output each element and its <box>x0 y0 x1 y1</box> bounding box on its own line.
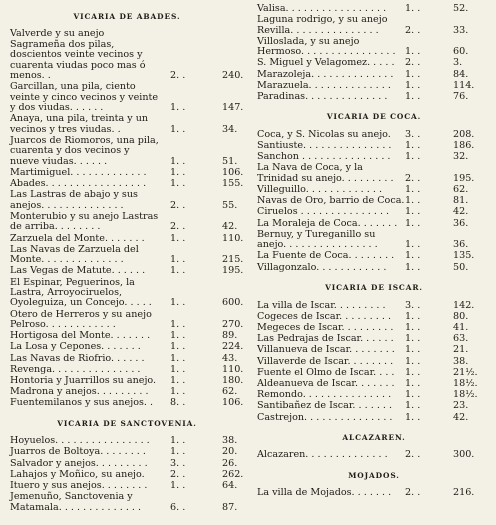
parish-entry <box>257 413 491 423</box>
vecinos-count: 106. <box>222 397 244 409</box>
pila-count: 1. . <box>170 435 186 447</box>
parish-name: Hontoria y Juarrillos su anejo. <box>10 374 157 386</box>
parish-name: Monterubio y su anejo Lastras de arriba. . . . . . . . <box>10 210 159 233</box>
parish-entry <box>10 310 244 331</box>
vecinos-count: 147. <box>222 102 244 114</box>
parish-entry <box>10 436 244 446</box>
pila-count: 1. . <box>405 3 421 14</box>
pila-count: 1. . <box>170 232 186 244</box>
parish-name: Las Navas de Zarzuela del Monte. . . . . . . . . . . . . . <box>10 243 139 266</box>
vecinos-count: 240. <box>222 70 244 82</box>
parish-name: Fuente el Olmo de Iscar. . . . <box>257 366 395 378</box>
parish-name: Juarcos de Riomoros, una pila, cuarenta y dos vecinos y nueve viudas. . . . . . <box>10 134 159 167</box>
parish-name: Coca, y S. Nicolas su anejo. <box>257 128 391 140</box>
pila-count: 1. . <box>170 318 186 330</box>
parish-name: Otero de Herreros y su anejo Pelroso. . . . . . . . . . . . <box>10 308 152 330</box>
vecinos-count: 50. <box>453 261 469 273</box>
parish-name: Navas de Oro, barrio de Coca. <box>257 195 405 207</box>
vecinos-count: 42. <box>453 206 469 218</box>
parish-entry <box>10 354 244 364</box>
parish-name: Juarros de Boltoya. . . . . . . . <box>10 446 146 458</box>
vecinos-count: 21½. <box>453 366 478 378</box>
parish-name: Las Navas de Riofrio. . . . . . <box>10 352 145 364</box>
parish-name: Garcillan, una pila, ciento veinte y cinco vecinos y veinte y dos viudas. . . . . . <box>10 81 159 114</box>
vecinos-count: 89. <box>222 330 238 342</box>
parish-entry <box>257 390 491 400</box>
parish-name: Paradinas. . . . . . . . . . . . . . <box>257 91 388 103</box>
parish-name: Cogeces de Iscar. . . . . . . . . <box>257 310 392 322</box>
vecinos-count: 20. <box>222 446 238 458</box>
parish-name: Remondo. . . . . . . . . . . . . . . <box>257 389 392 401</box>
vecinos-count: 36. <box>453 217 469 229</box>
pila-count: 1. . <box>170 363 186 375</box>
vecinos-count: 38. <box>222 435 238 447</box>
section-heading: VICARIA DE ISCAR. <box>325 283 423 293</box>
parish-entry <box>10 82 244 113</box>
vecinos-count: 155. <box>222 178 244 190</box>
parish-entry <box>257 251 491 261</box>
parish-entry <box>257 368 491 378</box>
vecinos-count: 142. <box>453 299 475 311</box>
vecinos-count: 600. <box>222 297 244 309</box>
pila-count: 1. . <box>405 140 421 152</box>
parish-entry <box>10 481 244 491</box>
vecinos-count: 186. <box>453 140 475 152</box>
parish-entry <box>10 136 244 167</box>
parish-entry <box>10 365 244 375</box>
parish-entry <box>257 323 491 333</box>
parish-entry <box>257 345 491 355</box>
vecinos-count: 76. <box>453 91 469 103</box>
vecinos-count: 87. <box>222 501 238 513</box>
parish-name: Santibañez de Iscar. . . . . . . <box>257 400 393 412</box>
parish-entry <box>10 387 244 397</box>
parish-entry <box>10 331 244 341</box>
parish-entry <box>257 263 491 273</box>
pila-count: 2. . <box>170 468 186 480</box>
vecinos-count: 195. <box>453 172 475 184</box>
parish-name: La Moraleja de Coca. . . . . . . <box>257 217 398 229</box>
parish-name: La Losa y Cepones. . . . . . . <box>10 341 141 353</box>
parish-entry <box>257 4 491 14</box>
parish-entry <box>10 470 244 480</box>
parish-name: Jemenuño, Sanctovenia y Matamala. . . . . . . . . . . . . . <box>10 491 142 513</box>
parish-name: La Fuente de Coca. . . . . . . . <box>257 250 395 262</box>
pila-count: 1. . <box>405 310 421 322</box>
pila-count: 3. . <box>405 128 421 140</box>
parish-entry <box>257 219 491 229</box>
pila-count: 1. . <box>405 46 421 58</box>
parish-name: Santiuste. . . . . . . . . . . . . . . <box>257 140 392 152</box>
vecinos-count: 215. <box>222 254 244 266</box>
parish-name: Ciruelos . . . . . . . . . . . . . . . <box>257 206 390 218</box>
parish-entry <box>10 168 244 178</box>
vecinos-count: 80. <box>453 310 469 322</box>
parish-name: Villanueva de Iscar. . . . . . . . <box>257 344 395 356</box>
pila-count: 1. . <box>405 91 421 103</box>
parish-entry <box>10 179 244 189</box>
pila-count: 1. . <box>405 389 421 401</box>
vecinos-count: 63. <box>453 333 469 345</box>
parish-entry <box>257 37 491 58</box>
pila-count: 1. . <box>170 479 186 491</box>
parish-entry <box>257 357 491 367</box>
vecinos-count: 42. <box>222 221 238 233</box>
parish-name: Revenga. . . . . . . . . . . . . . . <box>10 363 141 375</box>
parish-name: Sanchon . . . . . . . . . . . . . . . <box>257 151 391 163</box>
parish-name: La Nava de Coca, y la Trinidad su anejo. . . . . . . . . <box>257 162 394 184</box>
vecinos-count: 41. <box>453 321 469 333</box>
parish-entry <box>10 234 244 244</box>
vecinos-count: 36. <box>453 239 469 251</box>
parish-entry <box>10 190 244 211</box>
vecinos-count: 18½. <box>453 389 478 401</box>
pila-count: 1. . <box>170 374 186 386</box>
pila-count: 1. . <box>170 297 186 309</box>
parish-name: Madrona y anejos. . . . . . . . . <box>10 386 149 398</box>
section-heading: MOJADOS. <box>348 470 400 480</box>
parish-name: Martimiguel. . . . . . . . . . . . . <box>10 166 147 178</box>
pila-count: 2. . <box>405 24 421 36</box>
vecinos-count: 42. <box>453 411 469 423</box>
vecinos-count: 106. <box>222 166 244 178</box>
top-spacer <box>10 0 244 2</box>
parish-entry <box>257 185 491 195</box>
parish-entry <box>10 342 244 352</box>
pila-count: 3. . <box>405 299 421 311</box>
pila-count: 1. . <box>405 239 421 251</box>
pila-count: 1. . <box>405 321 421 333</box>
parish-entry <box>10 266 244 276</box>
parish-entry <box>257 92 491 102</box>
pila-count: 1. . <box>405 184 421 196</box>
pila-count: 1. . <box>405 333 421 345</box>
pila-count: 1. . <box>405 400 421 412</box>
parish-entry <box>10 376 244 386</box>
section-heading: VICARIA DE SANCTOVENIA. <box>57 418 197 428</box>
vecinos-count: 180. <box>222 374 244 386</box>
pila-count: 2. . <box>405 172 421 184</box>
parish-entry <box>10 29 244 81</box>
vecinos-count: 26. <box>222 457 238 469</box>
parish-entry <box>257 312 491 322</box>
pila-count: 1. . <box>170 446 186 458</box>
pila-count: 1. . <box>405 79 421 91</box>
parish-entry <box>257 81 491 91</box>
pila-count: 1. . <box>405 261 421 273</box>
pila-count: 2. . <box>170 221 186 233</box>
parish-entry <box>257 130 491 140</box>
parish-name: Aldeanueva de Iscar. . . . . . . <box>257 377 395 389</box>
parish-entry <box>257 163 491 184</box>
parish-name: Castrejon. . . . . . . . . . . . . . . <box>257 411 393 423</box>
vecinos-count: 38. <box>453 355 469 367</box>
parish-name: Hoyuelos. . . . . . . . . . . . . . . . <box>10 435 150 447</box>
vecinos-count: 195. <box>222 265 244 277</box>
pila-count: 1. . <box>170 352 186 364</box>
parish-name: Laguna rodrigo, y su anejo Revilla. . . . . . . . . . . . . . . <box>257 14 388 36</box>
vecinos-count: 64. <box>222 479 238 491</box>
parish-name: Alcazaren. . . . . . . . . . . . . . <box>257 449 388 461</box>
parish-entry <box>10 245 244 266</box>
pila-count: 1. . <box>170 178 186 190</box>
vecinos-count: 110. <box>222 232 244 244</box>
vecinos-count: 216. <box>453 487 475 499</box>
pila-count: 1. . <box>170 102 186 114</box>
parish-name: Villagonzalo. . . . . . . . . . . . <box>257 261 387 273</box>
pila-count: 1. . <box>405 250 421 262</box>
parish-name: Marazuela. . . . . . . . . . . . . . <box>257 79 391 91</box>
parish-name: Megeces de Iscar. . . . . . . . . <box>257 321 394 333</box>
vecinos-count: 208. <box>453 128 475 140</box>
parish-entry <box>257 70 491 80</box>
parish-name: Valisa. . . . . . . . . . . . . . . . . <box>257 3 387 14</box>
parish-entry <box>10 459 244 469</box>
vecinos-count: 224. <box>222 341 244 353</box>
parish-entry <box>257 401 491 411</box>
parish-name: Hortigosa del Monte. . . . . . . <box>10 330 151 342</box>
left-column <box>10 0 244 525</box>
parish-name: Abades. . . . . . . . . . . . . . . . . <box>10 178 147 190</box>
vecinos-count: 135. <box>453 250 475 262</box>
pila-count: 1. . <box>405 206 421 218</box>
parish-name: Salvador y anejos. . . . . . . . . <box>10 457 148 469</box>
section-heading: ALCAZAREN. <box>342 432 406 442</box>
pila-count: 2. . <box>405 487 421 499</box>
pila-count: 2. . <box>405 57 421 69</box>
parish-entry <box>257 207 491 217</box>
parish-entry <box>10 492 244 513</box>
vecinos-count: 62. <box>222 386 238 398</box>
pila-count: 1. . <box>405 366 421 378</box>
section-heading: VICARIA DE ABADES. <box>73 12 181 21</box>
parish-name: Lahajos y Moñico, su anejo. <box>10 468 145 480</box>
vecinos-count: 51. <box>222 155 238 167</box>
parish-entry <box>257 152 491 162</box>
pila-count: 1. . <box>170 155 186 167</box>
parish-name: Villoslada, y su anejo Hermoso. . . . . . . . . . . . . . . . <box>257 35 396 58</box>
right-column <box>257 0 491 525</box>
vecinos-count: 23. <box>453 400 469 412</box>
parish-entry <box>10 212 244 233</box>
pila-count: 1. . <box>405 68 421 80</box>
vecinos-count: 3. <box>453 57 463 69</box>
pila-count: 2. . <box>405 449 421 461</box>
vecinos-count: 55. <box>222 199 238 211</box>
vecinos-count: 21. <box>453 344 469 356</box>
vecinos-count: 34. <box>222 123 238 135</box>
vecinos-count: 114. <box>453 79 475 91</box>
parish-name: El Espinar, Peguerinos, la Lastra, Arroyociruelos, Oyoleguiza, un Concejo. . . . . <box>10 276 152 309</box>
parish-entry <box>257 15 491 36</box>
pila-count: 2. . <box>170 199 186 211</box>
parish-name: Marazoleja. . . . . . . . . . . . . . <box>257 68 394 80</box>
parish-entry <box>10 114 244 135</box>
parish-entry <box>10 398 244 408</box>
parish-name: Fuentemilanos y sus anejos. . <box>10 397 154 409</box>
vecinos-count: 62. <box>453 184 469 196</box>
vecinos-count: 262. <box>222 468 244 480</box>
parish-name: La villa de Mojados. . . . . . . <box>257 487 392 499</box>
vecinos-count: 84. <box>453 68 469 80</box>
parish-name: Zarzuela del Monte. . . . . . . <box>10 232 145 244</box>
vecinos-count: 52. <box>453 3 469 14</box>
vecinos-count: 270. <box>222 318 244 330</box>
parish-name: Las Lastras de abajo y sus anejos. . . . . . . . . . . . . . <box>10 189 138 211</box>
parish-entry <box>257 301 491 311</box>
parish-entry <box>257 379 491 389</box>
pila-count: 2. . <box>170 70 186 82</box>
parish-name: S. Miguel y Velagomez. . . . . <box>257 57 395 69</box>
section-heading: VICARIA DE COCA. <box>326 112 422 122</box>
parish-entry <box>257 196 491 206</box>
vecinos-count: 18½. <box>453 377 478 389</box>
parish-name: Las Pedrajas de Iscar. . . . . . <box>257 333 394 345</box>
parish-entry <box>257 58 491 68</box>
parish-name: Anaya, una pila, treinta y un vecinos y tres viudas. . <box>10 113 149 135</box>
pila-count: 1. . <box>405 151 421 163</box>
parish-name: Ituero y sus anejos. . . . . . . . <box>10 479 148 491</box>
pila-count: 3. . <box>170 457 186 469</box>
pila-count: 8. . <box>170 397 186 409</box>
vecinos-count: 43. <box>222 352 238 364</box>
pila-count: 1. . <box>170 265 186 277</box>
parish-entry <box>257 488 491 498</box>
pila-count: 1. . <box>170 386 186 398</box>
vecinos-count: 32. <box>453 151 469 163</box>
parish-entry <box>257 230 491 251</box>
parish-entry <box>10 447 244 457</box>
pila-count: 1. . <box>405 344 421 356</box>
parish-entry <box>257 141 491 151</box>
parish-name: La villa de Iscar. . . . . . . . . <box>257 299 386 311</box>
vecinos-count: 81. <box>453 195 469 207</box>
pila-count: 6. . <box>170 501 186 513</box>
parish-entry <box>257 334 491 344</box>
parish-entry <box>257 450 491 460</box>
pila-count: 1. . <box>405 411 421 423</box>
parish-name: Villaverde de Iscar. . . . . . . . <box>257 355 394 367</box>
vecinos-count: 60. <box>453 46 469 58</box>
vecinos-count: 33. <box>453 24 469 36</box>
pila-count: 1. . <box>170 330 186 342</box>
parish-entry <box>10 278 244 309</box>
vecinos-count: 300. <box>453 449 475 461</box>
vecinos-count: 110. <box>222 363 244 375</box>
pila-count: 1. . <box>405 377 421 389</box>
parish-name: Bernuy, y Tureganillo su anejo. . . . . . . . . . . . . . . . <box>257 228 378 251</box>
pila-count: 1. . <box>170 341 186 353</box>
parish-name: Valverde y su anejo Sagrameña dos pilas, doscientos veinte vecinos y cuarenta viudas poco mas ó menos. . <box>10 28 146 82</box>
pila-count: 1. . <box>170 254 186 266</box>
pila-count: 1. . <box>170 123 186 135</box>
parish-name: Las Vegas de Matute. . . . . . <box>10 265 146 277</box>
parish-name: Villeguillo. . . . . . . . . . . . . <box>257 184 383 196</box>
pila-count: 1. . <box>170 166 186 178</box>
pila-count: 1. . <box>405 355 421 367</box>
pila-count: 1. . <box>405 217 421 229</box>
pila-count: 1. . <box>405 195 421 207</box>
